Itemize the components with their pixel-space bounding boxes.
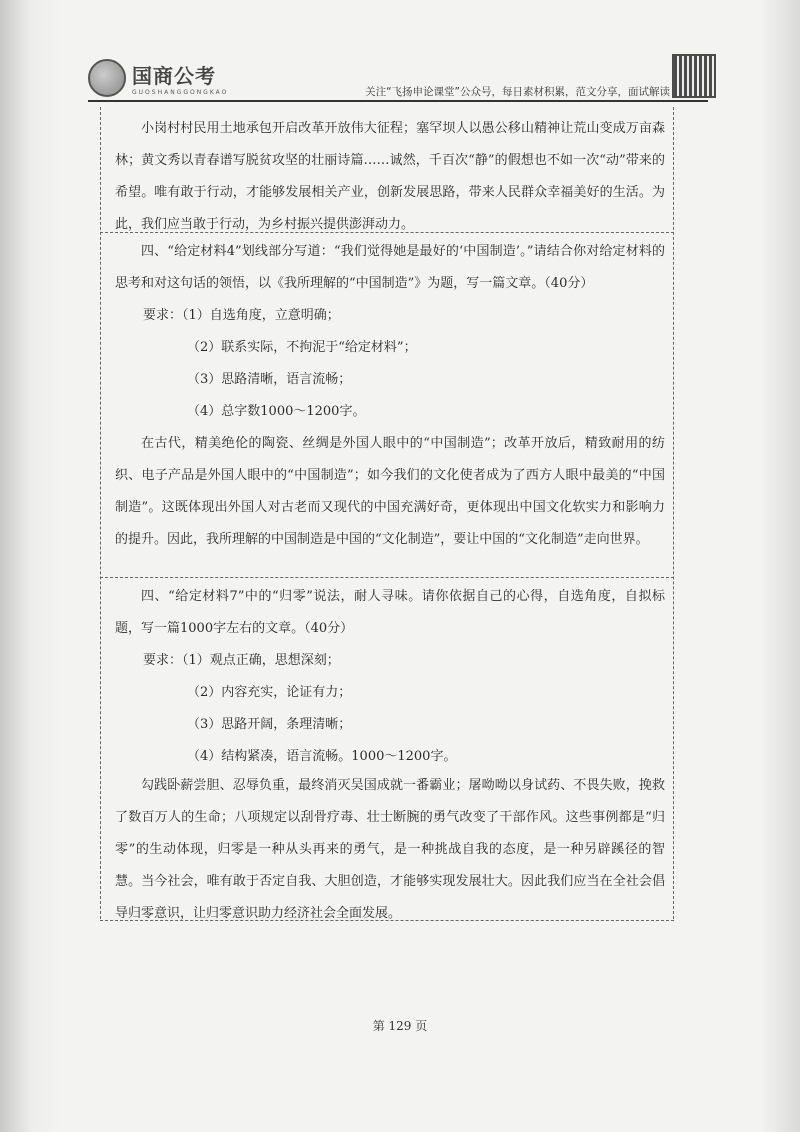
requirement-item: （3）思路开阔，条理清晰； [187,717,352,732]
requirements-label: 要求： [143,308,183,323]
requirement-item: （4）结构紧凑，语言流畅。1000～1200字。 [187,749,457,764]
frame-bottom-border [100,920,674,921]
requirement-item: （4）总字数1000～1200字。 [187,404,366,419]
section-divider [100,577,674,578]
model-answer-2 [115,770,665,930]
qr-code-icon [672,54,716,98]
question-block-1 [115,236,665,428]
paragraph: 在古代，精美绝伦的陶瓷、丝绸是外国人眼中的“中国制造”；改革开放后，精致耐用的纺织、电子产品是外国人眼中的“中国制造”；如今我们的文化使者成为了西方人眼中最美的“中国制造”。这既体现出外国人对古老而又现代的中国充满好奇，更体现出中国文化软实力和影响力的提升。因此，我所理解的中国制造是中国的“文化制造”，要让中国的“文化制造”走向世界。 [115,436,665,547]
section-divider [100,232,674,233]
paragraph: 勾践卧薪尝胆、忍辱负重，最终消灭吴国成就一番霸业；屠呦呦以身试药、不畏失败，挽救了数百万人的生命；八项规定以刮骨疗毒、壮士断腕的勇气改变了干部作风。这些事例都是“归零”的生动体现，归零是一种从头再来的勇气，是一种挑战自我的态度，是一种另辟蹊径的智慧。当今社会，唯有敢于否定自我、大胆创造，才能够实现发展壮大。因此我们应当在全社会倡导归零意识，让归零意识助力经济社会全面发展。 [115,778,665,921]
header-divider [88,100,708,102]
page-header [88,52,708,102]
logo-english-name: GUOSHANGGONGKAO [132,89,229,96]
header-promo-text: 关注“飞扬申论课堂”公众号，每日素材积累，范文分享，面试解读 [365,86,670,98]
model-answer-1 [115,428,665,556]
essay-excerpt-1 [115,113,665,241]
requirement-item: （1）观点正确，思想深刻； [182,653,340,668]
page-number: 第 129 页 [372,1019,428,1033]
requirement-item: （2）联系实际，不拘泥于“给定材料”； [187,340,417,355]
requirements-label: 要求： [143,653,183,668]
requirement-item: （2）内容充实，论证有力； [187,685,352,700]
question-block-2 [115,581,665,773]
logo-chinese-name: 国商公考 [132,64,216,88]
question-prompt: 四、“给定材料4”划线部分写道：“我们觉得她是最好的‘中国制造’。”请结合你对给定材料的思考和对这句话的领悟，以《我所理解的“中国制造”》为题，写一篇文章。（40分） [115,244,665,291]
brand-logo [88,58,238,98]
requirement-item: （3）思路清晰，语言流畅； [187,372,352,387]
question-prompt: 四、“给定材料7”中的“归零”说法，耐人寻味。请你依据自己的心得，自选角度，自拟标题，写一篇1000字左右的文章。（40分） [115,589,665,636]
logo-emblem-icon [88,59,126,97]
paragraph: 小岗村村民用土地承包开启改革开放伟大征程；塞罕坝人以愚公移山精神让荒山变成万亩森林；黄文秀以青春谱写脱贫攻坚的壮丽诗篇……诚然，千百次“静”的假想也不如一次“动”带来的希望。唯有敢于行动，才能够发展相关产业，创新发展思路，带来人民群众幸福美好的生活。为此，我们应当敢于行动，为乡村振兴提供澎湃动力。 [115,121,665,232]
requirement-item: （1）自选角度，立意明确； [182,308,340,323]
